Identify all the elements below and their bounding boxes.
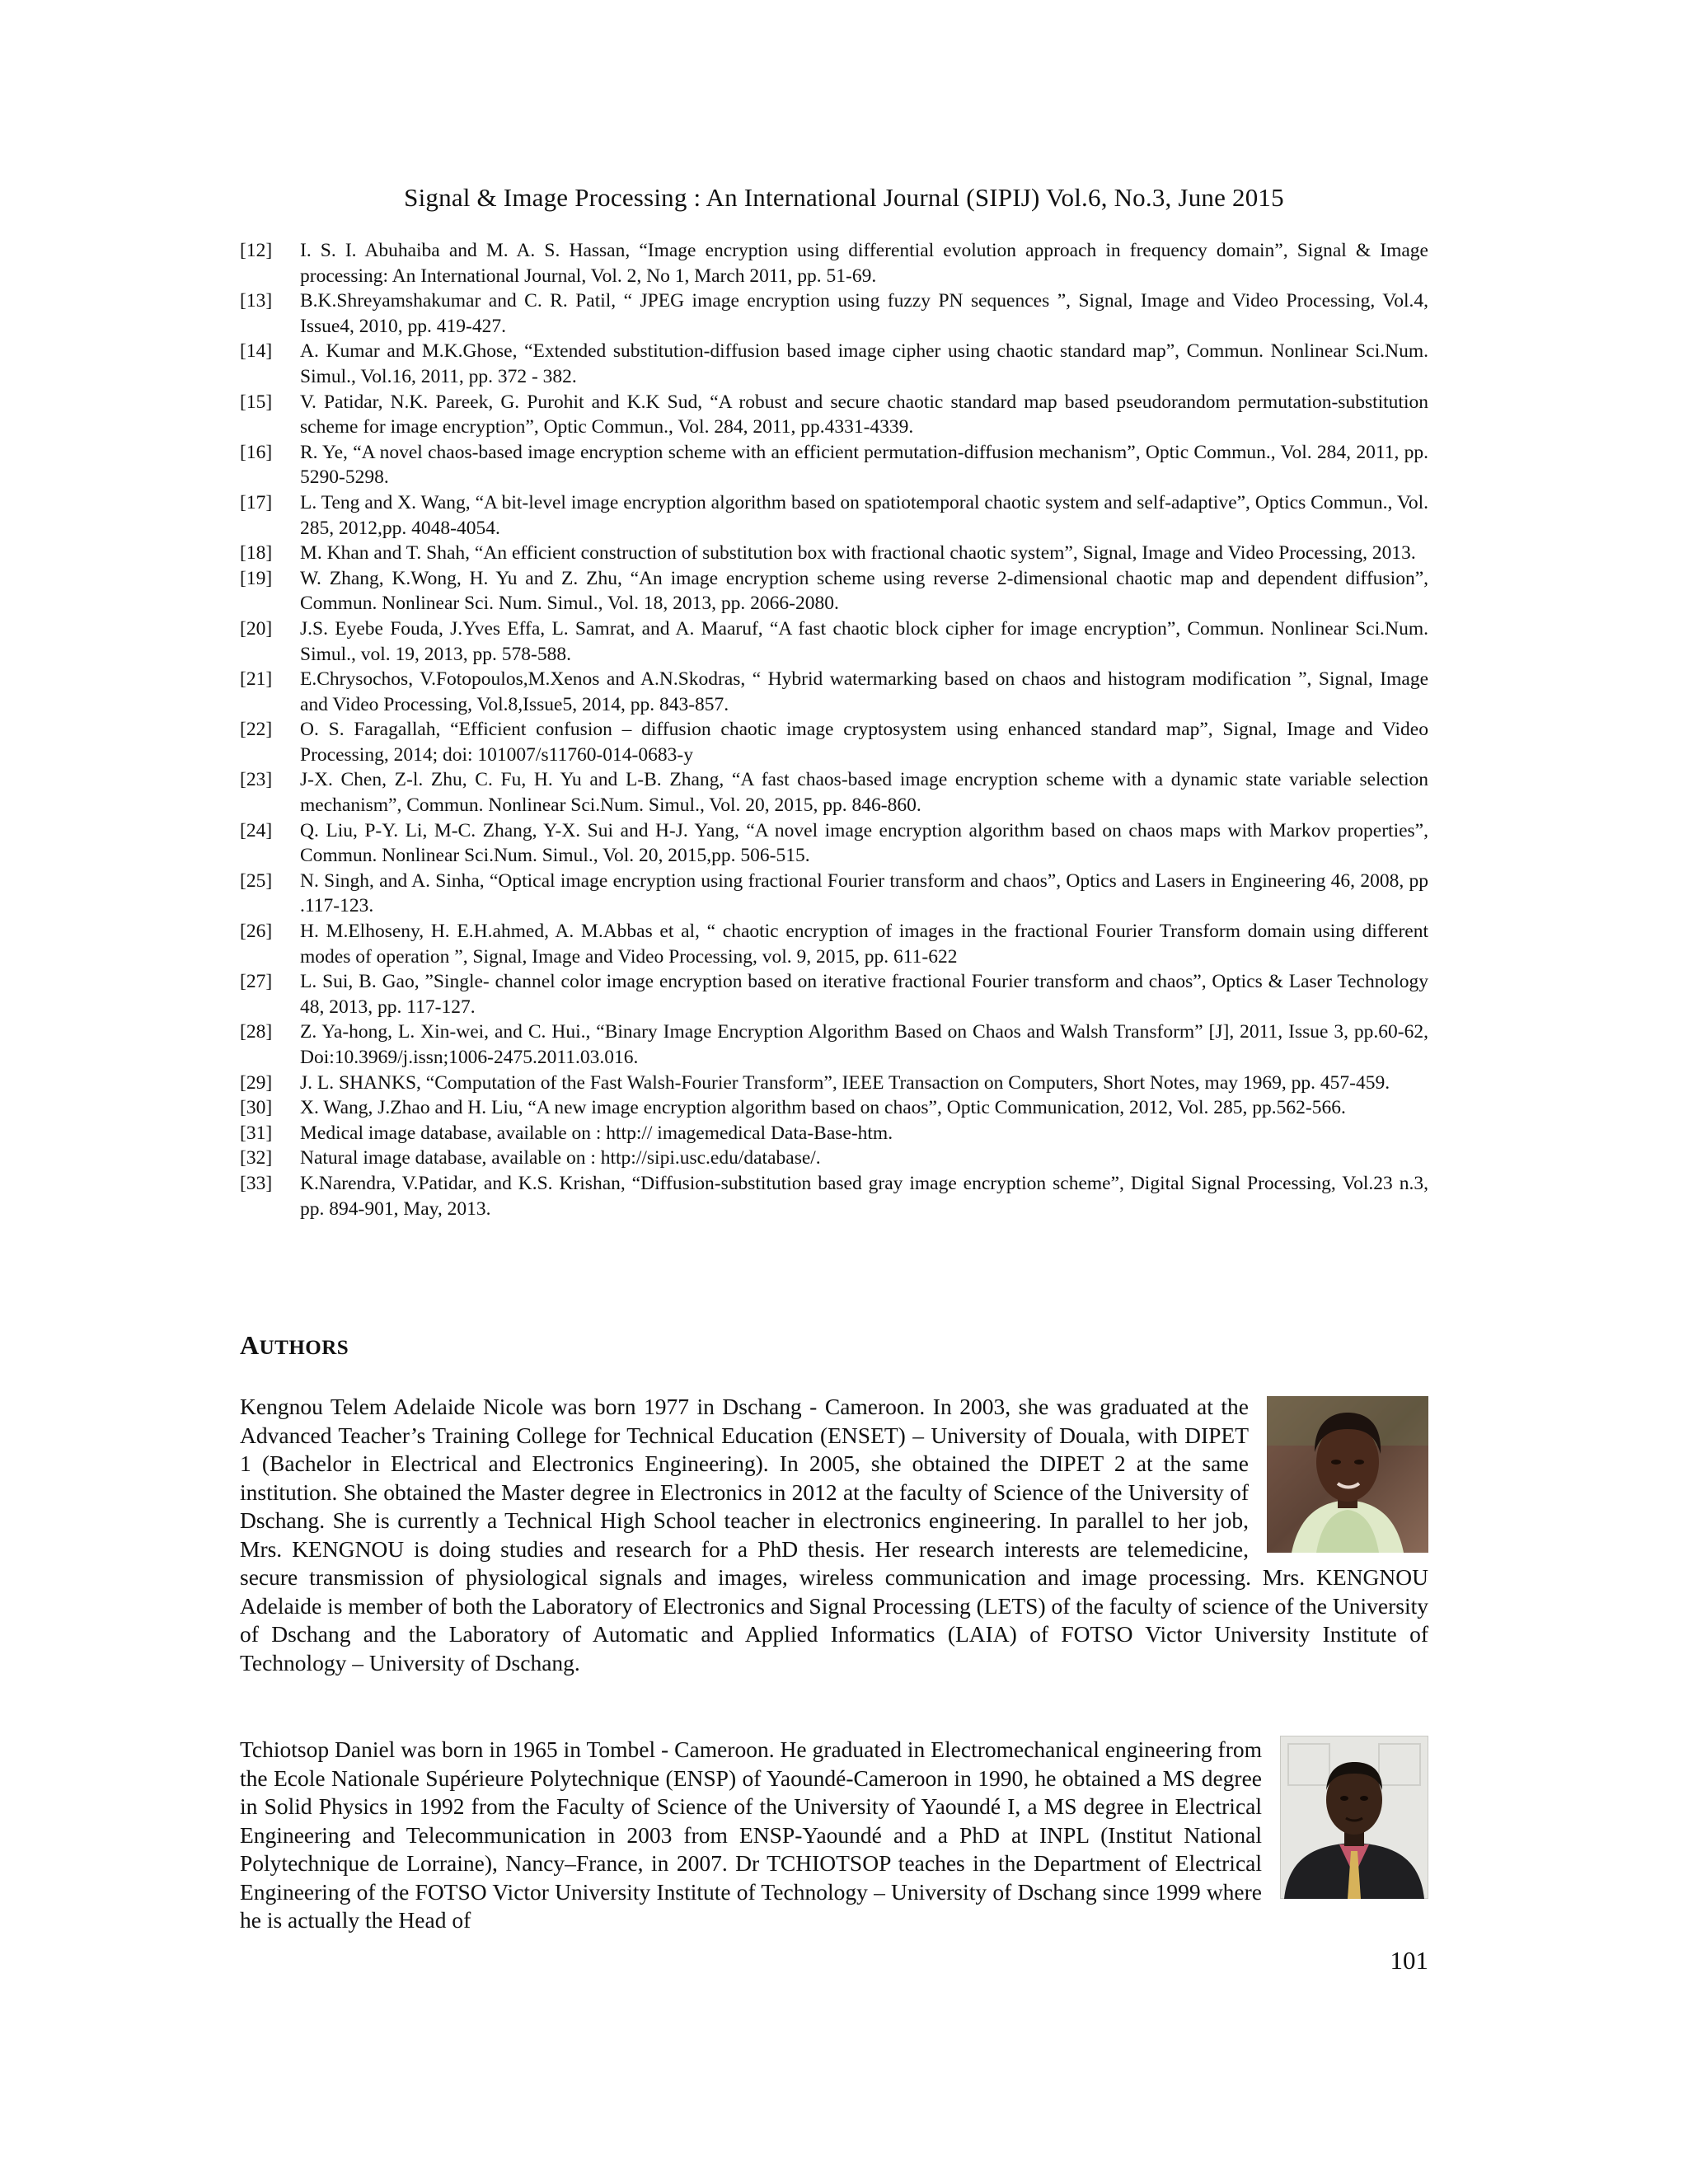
journal-header: Signal & Image Processing : An International Journal (SIPIJ) Vol.6, No.3, June 2015: [404, 183, 1284, 212]
author-bio-text: Tchiotsop Daniel was born in 1965 in Tombel - Cameroon. He graduated in Electromechanical engineering from the Ecole Nationale Supérieure Polytechnique (ENSP) of Yaoundé-Cameroon in 1990, he obtained a MS degree in Solid Physics in 1992 from the Faculty of Science of the University of Yaoundé I, a MS degree in Electrical Engineering and Telecommunication in 2003 from ENSP-Yaoundé and a PhD at INPL (Institut National Polytechnique de Lorraine), Nancy–France, in 2007. Dr TCHIOTSOP teaches in the Department of Electrical Engineering of the FOTSO Victor University Institute of Technology – University of Dschang since 1999 where he is actually the Head of: [240, 1736, 1262, 1933]
reference-text: Z. Ya-hong, L. Xin-wei, and C. Hui., “Binary Image Encryption Algorithm Based on Chaos and Walsh Transform” [J], 2011, Issue 3, pp.60-62, Doi:10.3969/j.issn;1006-2475.2011.03.016.: [300, 1021, 1428, 1068]
authors-heading: [240, 1330, 349, 1361]
reference-text: O. S. Faragallah, “Efficient confusion – diffusion chaotic image cryptosystem using enhanced standard map”, Signal, Image and Video Processing, 2014; doi: 101007/s11760-014-0683-y: [300, 719, 1428, 766]
reference-number: [29]: [240, 1071, 273, 1094]
reference-item: [240, 969, 1428, 1019]
reference-number: [25]: [240, 869, 273, 892]
reference-number: [19]: [240, 567, 273, 589]
author-bio-text: Kengnou Telem Adelaide Nicole was born 1977 in Dschang - Cameroon. In 2003, she was graduated at the Advanced Teacher’s Training College for Technical Education (ENSET) – University of Douala, with DIPET 1 (Bachelor in Electrical and Electronics Engineering). In 2005, she obtained the DIPET 2 at the same institution. She obtained the Master degree in Electronics in 2012 at the faculty of Science of the University of Dschang. She is currently a Technical High School teacher in electronics engineering. In parallel to her job, Mrs. KENGNOU is doing studies and research for a PhD thesis. Her research interests are telemedicine, secure transmission of physiological signals and images, wireless communication and image processing. Mrs. KENGNOU Adelaide is member of both the Laboratory of Electronics and Signal Processing (LETS) of the faculty of science of the University of Dschang and the Laboratory of Automatic and Applied Informatics (LAIA) of FOTSO Victor University Institute of Technology – University of Dschang.: [240, 1394, 1428, 1675]
reference-number: [17]: [240, 491, 273, 513]
reference-number: [20]: [240, 617, 273, 640]
reference-number: [13]: [240, 290, 273, 312]
reference-item: [240, 1095, 1428, 1121]
page-number: 101: [1390, 1946, 1428, 1975]
reference-item: [240, 440, 1428, 490]
reference-number: [14]: [240, 340, 273, 363]
reference-text: I. S. I. Abuhaiba and M. A. S. Hassan, “Image encryption using differential evolution approach in frequency domain”, Signal & Image processing: An International Journal, Vol. 2, No 1, March 2011, pp. 51-69.: [300, 240, 1428, 287]
reference-item: [240, 667, 1428, 717]
reference-number: [27]: [240, 971, 273, 993]
reference-item: [240, 767, 1428, 818]
reference-item: [240, 717, 1428, 767]
reference-text: K.Narendra, V.Patidar, and K.S. Krishan, “Diffusion-substitution based gray image encryption scheme”, Digital Signal Processing, Vol.23 n.3, pp. 894-901, May, 2013.: [300, 1172, 1428, 1220]
reference-text: L. Sui, B. Gao, ”Single- channel color image encryption based on iterative fractional Fourier transform and chaos”, Optics & Laser Technology 48, 2013, pp. 117-127.: [300, 971, 1428, 1018]
authors-heading-initial: A: [240, 1330, 260, 1360]
reference-number: [21]: [240, 668, 273, 691]
reference-number: [22]: [240, 719, 273, 741]
reference-number: [18]: [240, 542, 273, 565]
reference-item: [240, 1121, 1428, 1146]
reference-text: W. Zhang, K.Wong, H. Yu and Z. Zhu, “An image encryption scheme using reverse 2-dimensional chaotic map and dependent diffusion”, Commun. Nonlinear Sci. Num. Simul., Vol. 18, 2013, pp. 2066-2080.: [300, 567, 1428, 615]
reference-item: [240, 238, 1428, 288]
reference-item: [240, 1019, 1428, 1070]
reference-item: [240, 288, 1428, 339]
reference-item: [240, 390, 1428, 440]
reference-text: N. Singh, and A. Sinha, “Optical image encryption using fractional Fourier transform and chaos”, Optics and Lasers in Engineering 46, 2008, pp .117-123.: [300, 869, 1428, 917]
reference-item: [240, 490, 1428, 541]
reference-list: [240, 238, 1428, 1221]
reference-number: [32]: [240, 1147, 273, 1169]
reference-item: [240, 1171, 1428, 1221]
reference-item: [240, 541, 1428, 566]
reference-text: V. Patidar, N.K. Pareek, G. Purohit and K.K Sud, “A robust and secure chaotic standard map based pseudorandom permutation-substitution scheme for image encryption”, Optic Commun., Vol. 284, 2011, pp.4331-4339.: [300, 391, 1428, 438]
reference-number: [15]: [240, 391, 273, 413]
reference-text: L. Teng and X. Wang, “A bit-level image encryption algorithm based on spatiotemporal chaotic system and self-adaptive”, Optics Commun., Vol. 285, 2012,pp. 4048-4054.: [300, 491, 1428, 539]
reference-text: Q. Liu, P-Y. Li, M-C. Zhang, Y-X. Sui and H-J. Yang, “A novel image encryption algorithm based on chaos maps with Markov properties”, Commun. Nonlinear Sci.Num. Simul., Vol. 20, 2015,pp. 506-515.: [300, 819, 1428, 867]
reference-number: [26]: [240, 921, 273, 943]
reference-text: A. Kumar and M.K.Ghose, “Extended substitution-diffusion based image cipher using chaotic standard map”, Commun. Nonlinear Sci.Num. Simul., Vol.16, 2011, pp. 372 - 382.: [300, 340, 1428, 387]
reference-text: Natural image database, available on : http://sipi.usc.edu/database/.: [300, 1147, 821, 1169]
reference-number: [16]: [240, 441, 273, 463]
authors-heading-rest: UTHORS: [259, 1337, 349, 1359]
reference-number: [23]: [240, 769, 273, 791]
reference-item: [240, 566, 1428, 616]
reference-number: [31]: [240, 1122, 273, 1144]
reference-item: [240, 818, 1428, 869]
reference-item: [240, 1146, 1428, 1171]
author-photo-tchiotsop: [1280, 1736, 1428, 1899]
author-bio-kengnou: [240, 1393, 1428, 1677]
reference-number: [28]: [240, 1021, 273, 1043]
reference-item: [240, 339, 1428, 389]
reference-number: [30]: [240, 1097, 273, 1119]
reference-number: [33]: [240, 1172, 273, 1194]
reference-text: B.K.Shreyamshakumar and C. R. Patil, “ JPEG image encryption using fuzzy PN sequences ”, Signal, Image and Video Processing, Vol.4, Issue4, 2010, pp. 419-427.: [300, 290, 1428, 337]
reference-item: [240, 1071, 1428, 1096]
reference-text: R. Ye, “A novel chaos-based image encryption scheme with an efficient permutation-diffusion mechanism”, Optic Commun., Vol. 284, 2011, pp. 5290-5298.: [300, 441, 1428, 489]
author-bio-tchiotsop: [240, 1736, 1428, 1935]
reference-text: H. M.Elhoseny, H. E.H.ahmed, A. M.Abbas et al, “ chaotic encryption of images in the fractional Fourier Transform domain using different modes of operation ”, Signal, Image and Video Processing, vol. 9, 2015, pp. 611-622: [300, 921, 1428, 968]
reference-text: J.S. Eyebe Fouda, J.Yves Effa, L. Samrat, and A. Maaruf, “A fast chaotic block cipher for image encryption”, Commun. Nonlinear Sci.Num. Simul., vol. 19, 2013, pp. 578-588.: [300, 617, 1428, 665]
author-photo-kengnou: [1267, 1396, 1428, 1553]
reference-item: [240, 919, 1428, 969]
reference-text: J-X. Chen, Z-l. Zhu, C. Fu, H. Yu and L-B. Zhang, “A fast chaos-based image encryption scheme with a dynamic state variable selection mechanism”, Commun. Nonlinear Sci.Num. Simul., Vol. 20, 2015, pp. 846-860.: [300, 769, 1428, 817]
reference-text: E.Chrysochos, V.Fotopoulos,M.Xenos and A.N.Skodras, “ Hybrid watermarking based on chaos and histogram modification ”, Signal, Image and Video Processing, Vol.8,Issue5, 2014, pp. 843-857.: [300, 668, 1428, 715]
reference-text: J. L. SHANKS, “Computation of the Fast Walsh-Fourier Transform”, IEEE Transaction on Computers, Short Notes, may 1969, pp. 457-459.: [300, 1071, 1390, 1094]
reference-number: [24]: [240, 819, 273, 841]
reference-text: M. Khan and T. Shah, “An efficient construction of substitution box with fractional chaotic system”, Signal, Image and Video Processing, 2013.: [300, 542, 1416, 565]
reference-number: [12]: [240, 240, 273, 261]
reference-text: X. Wang, J.Zhao and H. Liu, “A new image encryption algorithm based on chaos”, Optic Communication, 2012, Vol. 285, pp.562-566.: [300, 1097, 1346, 1119]
reference-item: [240, 869, 1428, 919]
reference-item: [240, 616, 1428, 667]
reference-text: Medical image database, available on : http:// imagemedical Data-Base-htm.: [300, 1122, 893, 1144]
